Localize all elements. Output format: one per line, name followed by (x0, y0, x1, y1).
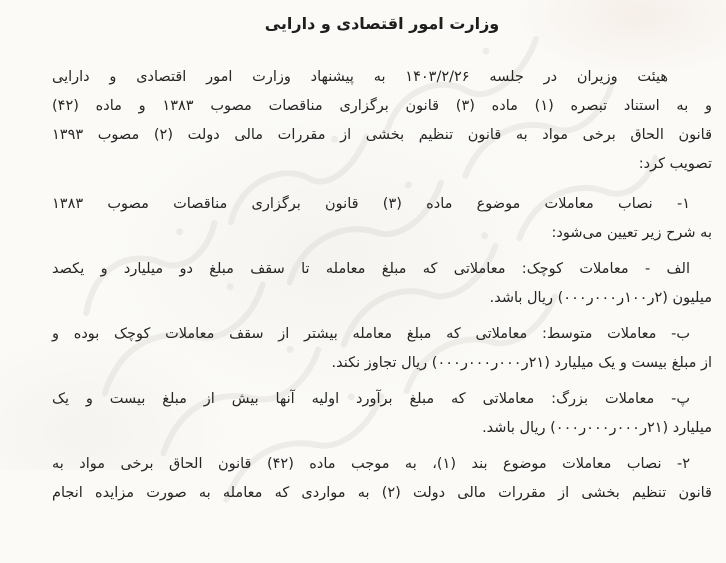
document-title: وزارت امور اقتصادی و دارایی (264, 14, 500, 33)
text-line: به شرح زیر تعیین می‌شود: (551, 225, 712, 241)
text-line: الف - معاملات کوچک: معاملاتی که مبلغ معامله تا سقف مبلغ دو میلیارد و یکصد (52, 261, 690, 277)
text-line: قانون تنظیم بخشی از مقررات مالی دولت (۲) به مواردی که معامله به صورت مزایده انجام (52, 485, 712, 501)
text-line: تصویب کرد: (638, 156, 712, 172)
text-line: میلیون (۲ر۱۰۰ر۰۰۰ر۰۰۰) ریال باشد. (489, 290, 712, 306)
text-line: از مبلغ بیست و یک میلیارد (۲۱ر۰۰۰ر۰۰۰ر۰۰۰) ریال تجاوز نکند. (331, 355, 712, 371)
text-line: ۲- نصاب معاملات موضوع بند (۱)، به موجب ماده (۴۲) قانون الحاق برخی مواد به (52, 456, 690, 472)
text-line: قانون الحاق برخی مواد به قانون تنظیم بخشی از مقررات مالی دولت (۲) مصوب ۱۳۹۳ (52, 127, 712, 143)
text-line: هیئت وزیران در جلسه ۱۴۰۳/۲/۲۶ به پیشنهاد وزارت امور اقتصادی و دارایی (52, 69, 668, 85)
text-line: ب- معاملات متوسط: معاملاتی که مبلغ معامله بیشتر از سقف معاملات کوچک بوده و (52, 326, 690, 342)
document-body (52, 63, 712, 508)
text-line: پ- معاملات بزرگ: معاملاتی که مبلغ برآورد اولیه آنها بیش از مبلغ بیست و یک (52, 391, 690, 407)
text-line: میلیارد (۲۱ر۰۰۰ر۰۰۰ر۰۰۰) ریال باشد. (482, 420, 712, 436)
document-content (52, 10, 712, 508)
text-line: و به استناد تبصره (۱) ماده (۳) قانون برگزاری مناقصات مصوب ۱۳۸۳ و ماده (۴۲) (52, 98, 712, 114)
text-line: ۱- نصاب معاملات موضوع ماده (۳) قانون برگزاری مناقصات مصوب ۱۳۸۳ (52, 196, 690, 212)
